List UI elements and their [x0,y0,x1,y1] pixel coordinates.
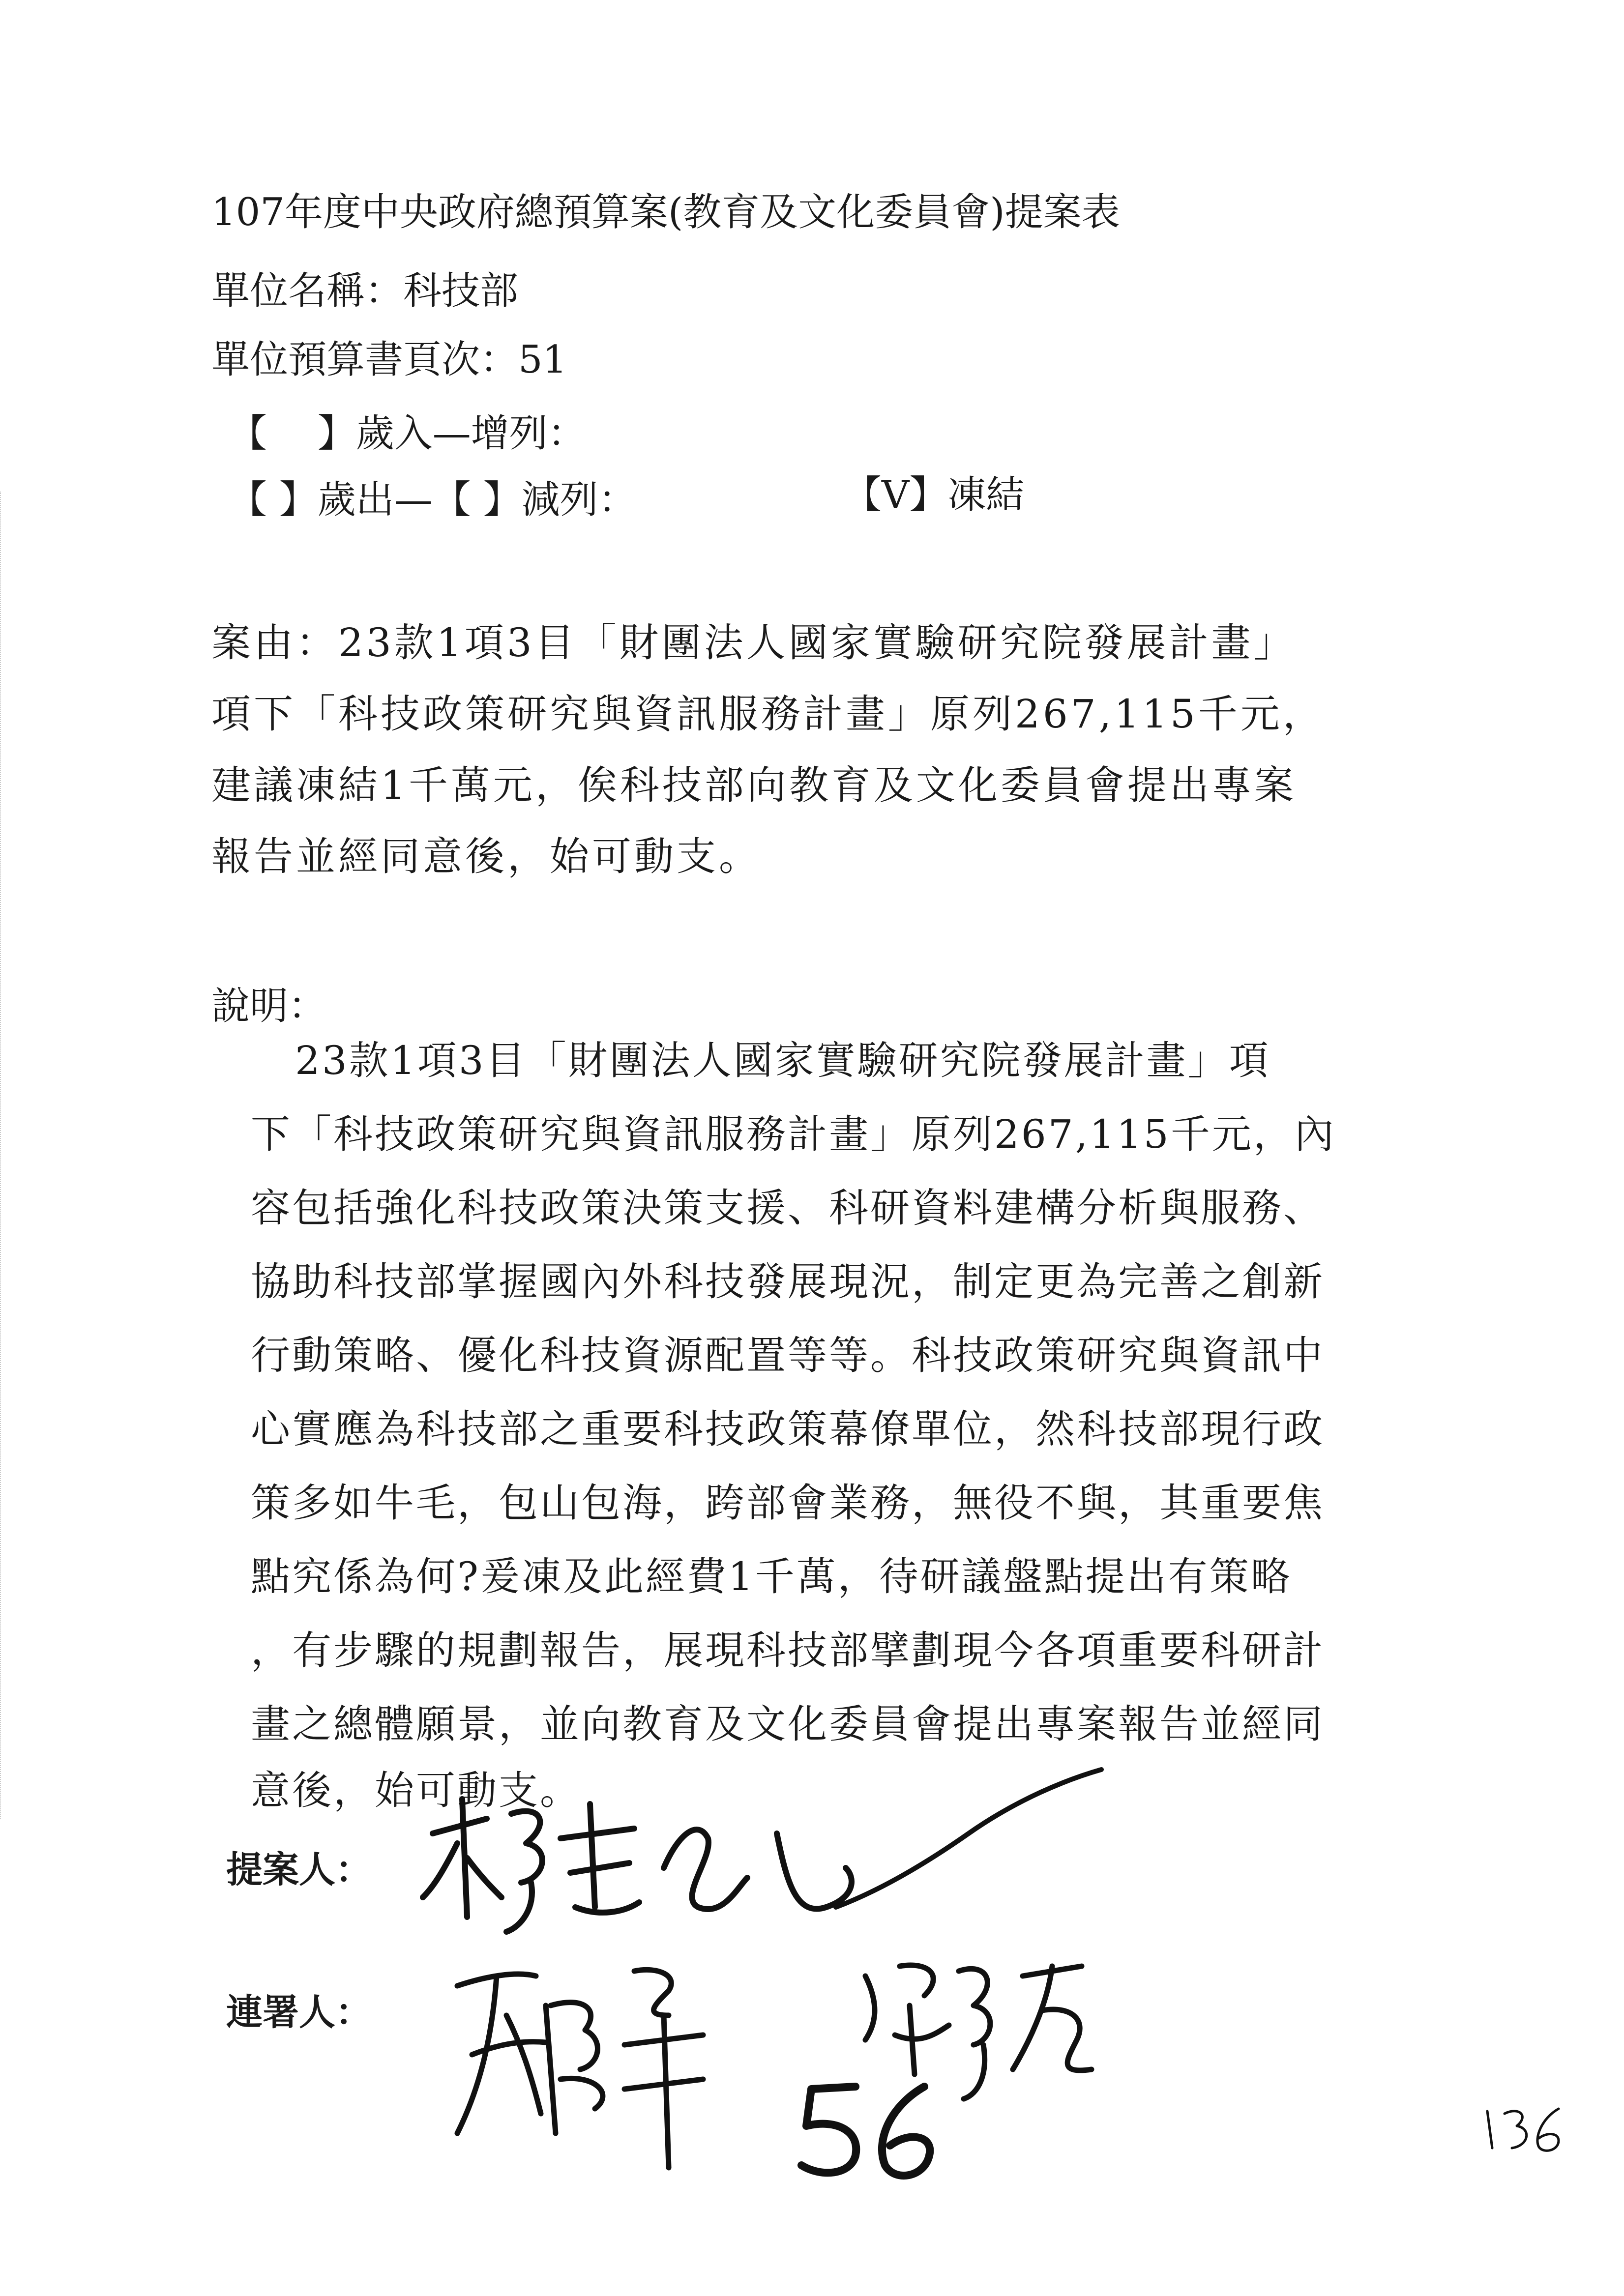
reason-line: 建議凍結1千萬元，俟科技部向教育及文化委員會提出專案 [211,762,1297,808]
corner-page-number-136 [1475,2099,1568,2158]
proposer-signature [403,1760,1116,1947]
scan-edge-mark [0,492,6,1819]
cosigner-label: 連署人： [226,1991,372,2034]
corner-number-text: 136 [1522,2156,1524,2157]
unit-name: 單位名稱：科技部 [211,269,519,313]
explanation-line: 畫之總體願景，並向教育及文化委員會提出專案報告並經同 [251,1701,1325,1747]
explanation-line: ，有步驟的規劃報告，展現科技部擘劃現今各項重要科研計 [251,1628,1325,1673]
explanation-label: 說明： [211,984,327,1028]
freeze-checkbox-line: 【V】凍結 [843,473,1025,517]
revenue-increase-line: 【 】歲入—增列： [229,411,586,456]
reason-line: 案由：23款1項3目「財團法人國家實驗研究院發展計畫」 [211,620,1296,666]
expenditure-decrease-line: 【 】歲出—【 】減列： [229,478,637,522]
form-title: 107年度中央政府總預算案(教育及文化委員會)提案表 [211,190,1120,234]
explanation-line: 容包括強化科技政策決策支援、科研資料建構分析與服務、 [251,1185,1325,1231]
explanation-line: 23款1項3目「財團法人國家實驗研究院發展計畫」項 [295,1038,1270,1083]
explanation-line: 點究係為何?爰凍及此經費1千萬，待研議盤點提出有策略 [251,1554,1292,1599]
proposer-label: 提案人： [226,1849,372,1891]
handwritten-number-56 [792,2077,949,2185]
reason-line: 報告並經同意後，始可動支。 [211,834,761,879]
explanation-line: 心實應為科技部之重要科技政策幕僚單位，然科技部現行政 [251,1406,1325,1452]
explanation-line: 行動策略、優化科技資源配置等等。科技政策研究與資訊中 [251,1333,1325,1378]
explanation-line: 協助科技部掌握國內外科技發展現況，制定更為完善之創新 [251,1259,1325,1305]
reason-line: 項下「科技政策研究與資訊服務計畫」原列267,115千元， [211,691,1325,737]
explanation-line: 意後，始可動支。 [251,1768,581,1813]
budget-page-ref: 單位預算書頁次：51 [211,338,567,382]
explanation-line: 策多如牛毛，包山包海，跨部會業務，無役不與，其重要焦 [251,1480,1325,1526]
explanation-line: 下「科技政策研究與資訊服務計畫」原列267,115千元，內 [251,1111,1336,1157]
